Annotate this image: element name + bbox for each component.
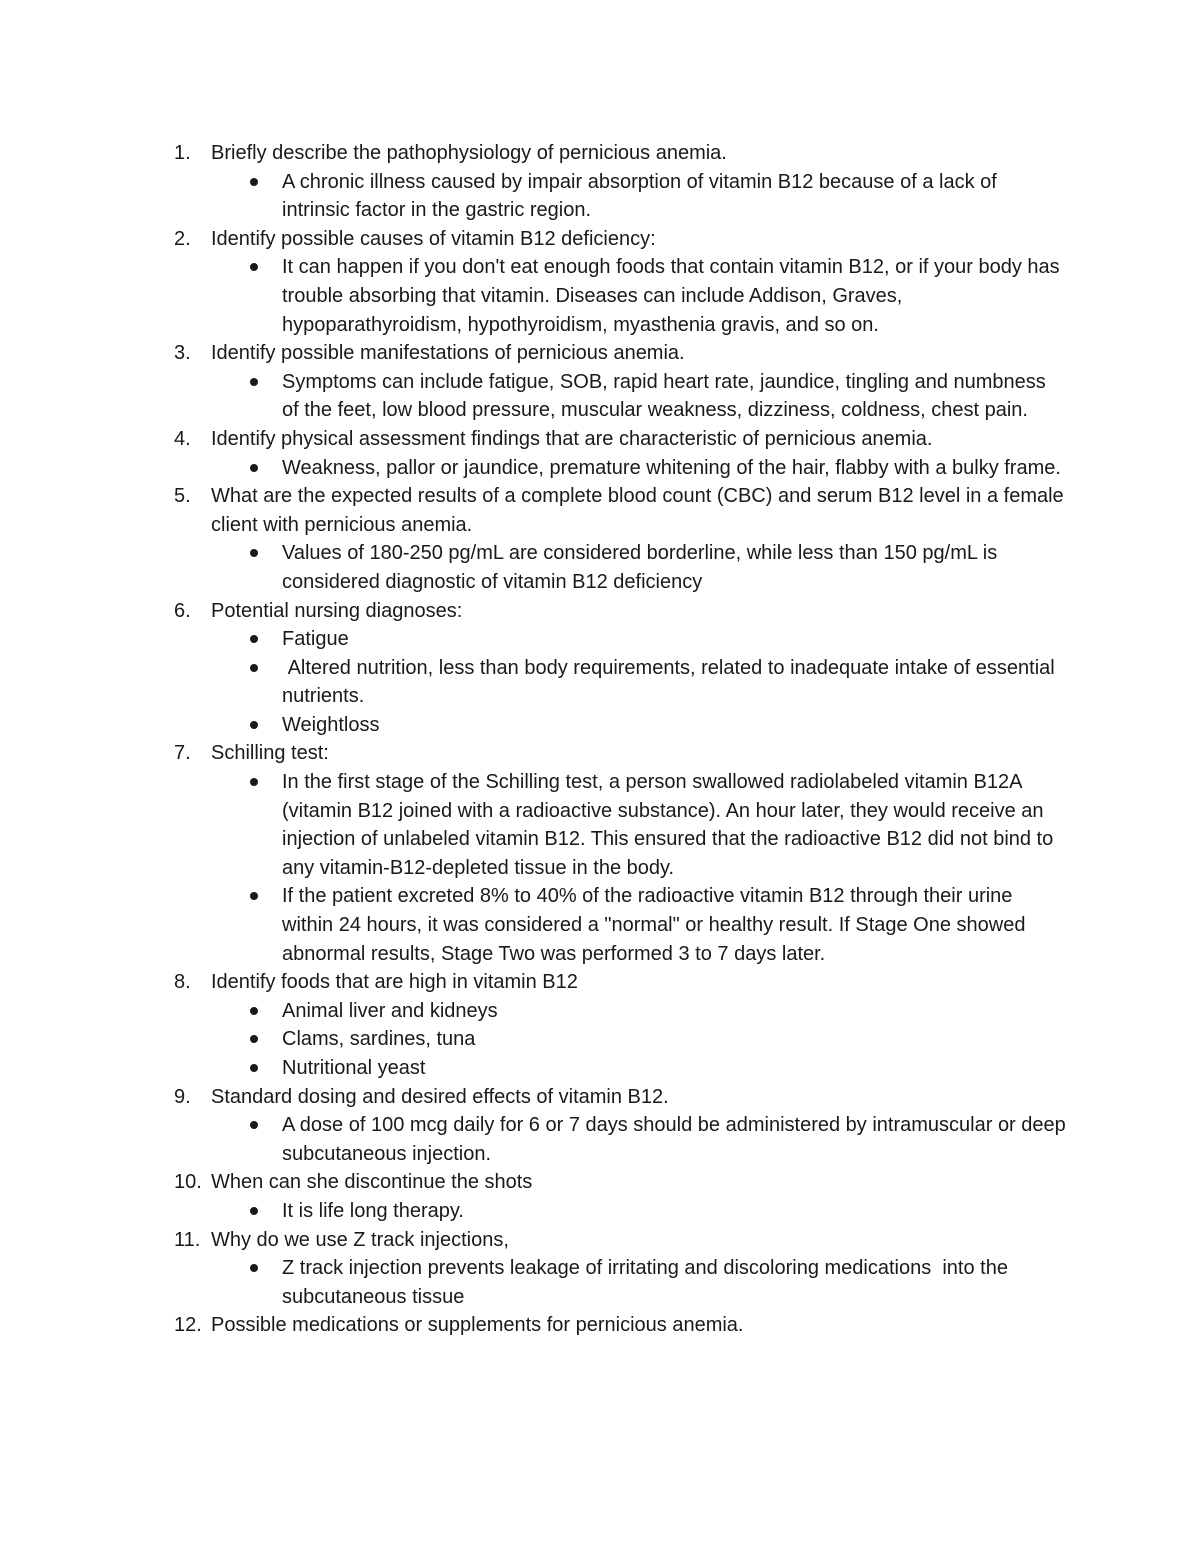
question-text: Briefly describe the pathophysiology of pernicious anemia. — [211, 142, 727, 164]
question-number: 9. — [174, 1085, 191, 1108]
question-item — [0, 482, 1200, 539]
bullet-dot-icon — [250, 549, 258, 557]
answer-bullet — [0, 1025, 1200, 1054]
bullet-dot-icon — [250, 178, 258, 186]
question-text: What are the expected results of a complete blood count (CBC) and serum B12 level in a female client with pernicious anemia. — [211, 485, 1064, 536]
answer-bullet — [0, 539, 1200, 596]
answer-text: Weakness, pallor or jaundice, premature whitening of the hair, flabby with a bulky frame. — [282, 456, 1061, 479]
question-text: When can she discontinue the shots — [211, 1171, 533, 1194]
question-text: Potential nursing diagnoses: — [211, 599, 463, 622]
question-item — [0, 339, 1200, 368]
question-number: 7. — [174, 742, 191, 765]
bullet-dot-icon — [250, 1207, 258, 1215]
bullet-dot-icon — [250, 1264, 258, 1272]
question-text: Identify possible manifestations of pernicious anemia. — [211, 342, 685, 365]
question-text: Standard dosing and desired effects of vitamin B12. — [211, 1085, 669, 1108]
answer-text: Values of 180-250 pg/mL are considered borderline, while less than 150 pg/mL is considered diagnostic of vitamin B12 deficiency — [282, 542, 1003, 593]
answer-text: In the first stage of the Schilling test, a person swallowed radiolabeled vitamin B12A (vitamin B12 joined with a radioactive substance). An hour later, they would receive an injection of unlabeled vitamin B12. This ensured that the radioactive B12 did not bind to any vitamin-B12-depleted tissue in the body. — [282, 771, 1059, 879]
answer-bullet — [0, 625, 1200, 654]
question-item — [0, 739, 1200, 768]
answer-text: If the patient excreted 8% to 40% of the radioactive vitamin B12 through their urine within 24 hours, it was considered a "normal" or healthy result. If Stage One showed abnormal results, Stage Two was performed 3 to 7 days later. — [282, 885, 1032, 965]
answer-bullet — [0, 1111, 1200, 1168]
answer-text: Nutritional yeast — [282, 1057, 426, 1079]
answer-bullet — [0, 768, 1200, 882]
question-text: Why do we use Z track injections, — [211, 1228, 509, 1251]
question-number: 8. — [174, 971, 191, 994]
answer-text: It can happen if you don't eat enough foods that contain vitamin B12, or if your body has trouble absorbing that vitamin. Diseases can include Addison, Graves, hypoparathyroidism, hypothyroidism, myasthenia gravis, and so on. — [282, 256, 1066, 336]
bullet-dot-icon — [250, 778, 258, 786]
bullet-dot-icon — [250, 263, 258, 271]
question-number: 5. — [174, 485, 191, 508]
bullet-dot-icon — [250, 664, 258, 672]
question-item — [0, 225, 1200, 254]
answer-bullet — [0, 1054, 1200, 1083]
answer-bullet — [0, 882, 1200, 968]
question-number: 6. — [174, 599, 191, 622]
question-number: 1. — [174, 142, 191, 164]
answer-bullet — [0, 454, 1200, 483]
question-item — [0, 425, 1200, 454]
question-text: Possible medications or supplements for pernicious anemia. — [211, 1314, 744, 1337]
answer-text: It is life long therapy. — [282, 1199, 464, 1222]
answer-bullet — [0, 168, 1200, 225]
answer-bullet — [0, 253, 1200, 339]
answer-text: A dose of 100 mcg daily for 6 or 7 days should be administered by intramuscular or deep subcutaneous injection. — [282, 1114, 1072, 1165]
answer-text: A chronic illness caused by impair absorption of vitamin B12 because of a lack of intrinsic factor in the gastric region. — [282, 170, 1003, 222]
question-number: 10. — [174, 1171, 202, 1194]
answer-text: Altered nutrition, less than body requirements, related to inadequate intake of essential nutrients. — [282, 656, 1066, 708]
bullet-dot-icon — [250, 464, 258, 472]
answer-text: Z track injection prevents leakage of irritating and discoloring medications into the subcutaneous tissue — [282, 1257, 1014, 1308]
answer-text: Clams, sardines, tuna — [282, 1028, 476, 1051]
bullet-dot-icon — [250, 721, 258, 729]
answer-bullet — [0, 711, 1200, 740]
bullet-dot-icon — [250, 635, 258, 643]
question-item — [0, 597, 1200, 626]
question-text: Identify possible causes of vitamin B12 deficiency: — [211, 227, 656, 250]
question-item — [0, 968, 1200, 997]
question-number: 2. — [174, 227, 191, 250]
answer-bullet — [0, 1254, 1200, 1311]
answer-text: Fatigue — [282, 628, 349, 651]
question-item — [0, 1226, 1200, 1255]
question-text: Schilling test: — [211, 742, 329, 765]
question-number: 12. — [174, 1314, 202, 1337]
question-number: 4. — [174, 427, 191, 450]
question-item — [0, 1083, 1200, 1112]
question-text: Identify physical assessment findings that are characteristic of pernicious anemia. — [211, 427, 933, 450]
answer-text: Weightloss — [282, 713, 380, 736]
question-number: 3. — [174, 342, 191, 365]
answer-bullet — [0, 997, 1200, 1026]
question-item — [0, 1311, 1200, 1340]
question-text: Identify foods that are high in vitamin B12 — [211, 971, 578, 994]
answer-bullet — [0, 1197, 1200, 1226]
answer-bullet — [0, 368, 1200, 425]
question-item — [0, 139, 1200, 168]
bullet-dot-icon — [250, 1035, 258, 1043]
bullet-dot-icon — [250, 1007, 258, 1015]
bullet-dot-icon — [250, 1121, 258, 1129]
answer-bullet — [0, 654, 1200, 711]
question-number: 11. — [174, 1228, 201, 1251]
document-page — [0, 139, 1200, 1340]
question-item — [0, 1168, 1200, 1197]
answer-text: Symptoms can include fatigue, SOB, rapid heart rate, jaundice, tingling and numbness of the feet, low blood pressure, muscular weakness, dizziness, coldness, chest pain. — [282, 370, 1052, 422]
bullet-dot-icon — [250, 892, 258, 900]
answer-text: Animal liver and kidneys — [282, 999, 498, 1022]
bullet-dot-icon — [250, 378, 258, 386]
bullet-dot-icon — [250, 1064, 258, 1072]
